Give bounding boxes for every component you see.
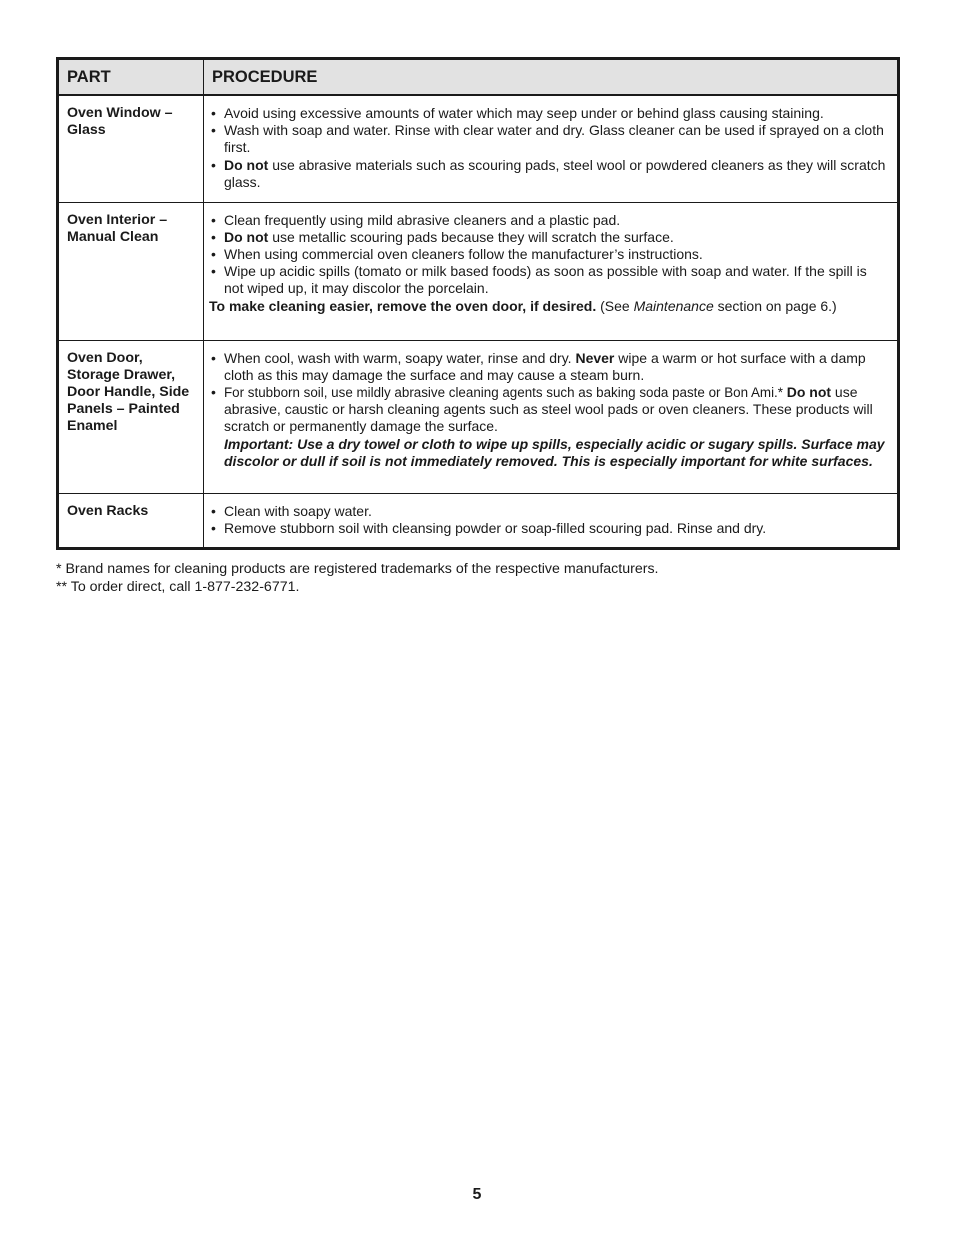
list-item: • Do not use abrasive materials such as scouring pads, steel wool or powdered cleaners as they will scratch glass. [209,157,888,191]
list-item: • Do not use metallic scouring pads because they will scratch the surface. [209,229,888,246]
door-removal-note: To make cleaning easier, remove the oven door, if desired. (See Maintenance section on page 6.) [209,297,837,314]
footnote-trademarks: * Brand names for cleaning products are registered trademarks of the respective manufacturers. [56,561,659,577]
page-number: 5 [472,1186,482,1203]
part-cell: Oven Interior – Manual Clean [58,202,204,340]
procedure-cell [204,493,899,548]
procedure-cell [204,340,899,493]
cleaning-procedures-table [56,57,900,550]
part-cell: Oven Racks [58,493,204,548]
important-note: Important: Use a dry towel or cloth to wipe up spills, especially acidic or sugary spills. Surface may discolor or dull if soil is not immediately removed. This is especially important for white surfaces. [224,435,885,469]
table-row [58,340,899,493]
list-item: • Wipe up acidic spills (tomato or milk based foods) as soon as possible with soap and water. If the spill is not wiped up, it may discolor the porcelain. [209,263,888,297]
header-part: PART [58,59,204,96]
list-item: • Clean frequently using mild abrasive cleaners and a plastic pad. [209,212,888,229]
procedure-list [209,212,888,298]
table-header-row [58,59,899,96]
list-item: • Wash with soap and water. Rinse with clear water and dry. Glass cleaner can be used if sprayed on a cloth first. [209,122,888,156]
list-item: • Remove stubborn soil with cleansing powder or soap-filled scouring pad. Rinse and dry. [209,520,888,537]
footnote-order-phone: ** To order direct, call 1-877-232-6771. [56,579,300,595]
list-item: • For stubborn soil, use mildly abrasive cleaning agents such as baking soda paste or Bon Ami.* Do not use abrasive, caustic or harsh cleaning agents such as steel wool pads or oven cleaners. These products will scratch or permanently damage the surface. [209,384,888,436]
table-row [58,202,899,340]
footnotes [56,560,658,596]
procedure-list [209,503,888,537]
list-item: • Avoid using excessive amounts of water which may seep under or behind glass causing staining. [209,105,888,122]
procedure-list [209,105,888,191]
part-cell: Oven Window – Glass [58,95,204,202]
table-row [58,95,899,202]
list-item: • Clean with soapy water. [209,503,888,520]
list-item: • When cool, wash with warm, soapy water, rinse and dry. Never wipe a warm or hot surface with a damp cloth as this may damage the surface and may cause a steam burn. [209,350,888,384]
procedure-list [209,350,888,436]
part-cell: Oven Door, Storage Drawer, Door Handle, Side Panels – Painted Enamel [58,340,204,493]
header-procedure: PROCEDURE [204,59,899,96]
procedure-cell [204,95,899,202]
procedure-cell [204,202,899,340]
list-item: • When using commercial oven cleaners follow the manufacturer’s instructions. [209,246,888,263]
table-row [58,493,899,548]
